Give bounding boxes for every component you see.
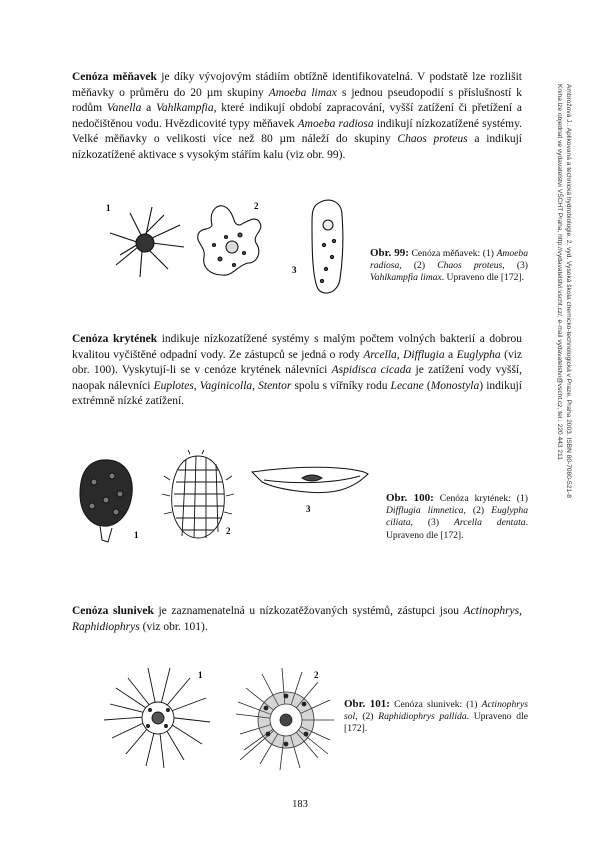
text: a xyxy=(444,348,457,361)
taxon-name: Aspidisca cicada xyxy=(331,364,412,377)
taxon-name: Amoeba radiosa xyxy=(297,117,374,130)
text: . Upraveno dle [172]. xyxy=(386,517,528,541)
text: (viz obr. 100). Vyskytují-li se v cenóze krytének nálevníci xyxy=(72,348,522,377)
text: je díky vývojovým stádiím obtížně identifikovatelná. V podstatě lze rozlišit měňavky o průměru do 20 µm skupiny xyxy=(72,71,522,99)
text: spolu s vířníky rodu xyxy=(291,379,391,392)
text: ) indikují extrémně nízké zatížení. xyxy=(72,379,522,408)
heading-krytenky: Cenóza krytének xyxy=(72,333,158,345)
amoeba-radiosa-drawing xyxy=(110,207,184,277)
text: s jednou pseudopodií s příslušností k rodům xyxy=(72,86,523,115)
text: indikují nízkozatížené systémy. Velké měňavky o velikosti více než 80 µm náleží do skupiny xyxy=(72,117,522,146)
text: , (3) xyxy=(502,260,528,272)
text: Cenóza slunivek: (1) xyxy=(389,699,482,710)
figure-101-number-1: 1 xyxy=(198,670,203,680)
heading-slunivky: Cenóza slunivek xyxy=(72,605,154,617)
taxon-name: Raphidiophrys pallida xyxy=(378,711,467,723)
figure-100-number-3: 3 xyxy=(306,504,311,514)
taxon-name: Actinophrys, Raphidiophrys xyxy=(72,605,522,633)
figure-100-caption xyxy=(386,492,528,542)
figure-99-number-3: 3 xyxy=(292,265,297,275)
taxon-name: Arcella, Difflugia xyxy=(363,348,445,361)
taxon-name: Euplotes, Vaginicolla, Stentor xyxy=(153,379,292,392)
taxon-name: Difflugia limnetica xyxy=(386,505,464,517)
taxon-name: Chaos proteus xyxy=(437,260,503,272)
paragraph-slunivky xyxy=(72,604,522,635)
difflugia-limnetica-drawing xyxy=(80,460,132,542)
text: . Upraveno dle [172]. xyxy=(344,711,528,735)
text: je zaznamenatelná u nízkozatěžovaných systémů, zástupci jsou xyxy=(153,605,464,617)
raphidiophrys-pallida-drawing xyxy=(236,668,334,770)
text: . Upraveno dle [172]. xyxy=(441,272,525,284)
text: , (2) xyxy=(463,505,492,517)
caption-lead: Obr. 99: xyxy=(370,247,409,259)
text: Cenóza krytének: (1) xyxy=(433,493,528,504)
text: indikuje nízkozatížené systémy s malým počtem volných bakterií a dobrou kvalitou vyčištěné odpadní vody. Ze zástupců se jedná o rody xyxy=(72,333,522,361)
text: Cenóza měňavek: (1) xyxy=(408,248,497,259)
figure-101-illustration xyxy=(90,664,340,774)
text: ( xyxy=(423,379,431,392)
heading-menavky: Cenóza měňavek xyxy=(72,71,157,83)
figure-99-caption xyxy=(370,247,528,285)
arcella-dentata-drawing xyxy=(252,467,368,492)
figure-99-number-1: 1 xyxy=(106,203,111,213)
chaos-proteus-drawing xyxy=(198,206,261,275)
taxon-name: Actinophrys sol xyxy=(344,699,528,723)
figure-101-number-2: 2 xyxy=(314,670,319,680)
text: je zatížení vody vyšší, naopak nálevníci xyxy=(72,364,523,392)
taxon-name: Amoeba radiosa xyxy=(370,248,528,272)
taxon-name: Vahlkampfia xyxy=(156,102,214,115)
caption-lead: Obr. 100: xyxy=(386,492,434,504)
taxon-name: Vanella xyxy=(106,102,142,115)
text: a xyxy=(141,102,157,115)
figure-99-number-2: 2 xyxy=(254,201,259,211)
figure-100-number-1: 1 xyxy=(134,530,139,540)
figure-99-illustration xyxy=(80,185,370,300)
vahlkampfia-limax-drawing xyxy=(312,200,343,293)
taxon-name: Amoeba limax xyxy=(268,86,337,99)
text: , které indikují období zapracování, vyšší zatížení či přetížení a nedočištěnou vodu. Hvězdicovité typy měňavek xyxy=(72,102,522,130)
paragraph-krytenky xyxy=(72,332,522,410)
taxon-name: Vahlkampfia limax xyxy=(370,272,442,284)
text: , (3) xyxy=(410,517,454,529)
taxon-name: Euglypha ciliata xyxy=(386,505,528,529)
actinophrys-sol-drawing xyxy=(104,668,210,768)
figure-100-number-2: 2 xyxy=(226,526,231,536)
side-citation-line-1: Ambrožová J.: Aplikovaná a technická hydrobiologie. 2. vyd. Vysoká škola chemicko-technologická v Praze, Praha 2003. ISBN 80-7080-521-8 xyxy=(565,84,572,498)
paragraph-menavky xyxy=(72,70,522,164)
side-citation-line-2: Kniha lze objednat ve vydavatelství VŠCHT Praha, http://vydavatelstvi.vscht.cz/, e-mail vydavatelstvi@vscht.cz, tel.: 220 443 211 xyxy=(556,84,564,460)
taxon-name: Chaos proteus xyxy=(397,133,468,146)
caption-lead: Obr. 101: xyxy=(344,698,390,710)
figure-100-illustration xyxy=(72,450,382,550)
figure-101-caption xyxy=(344,698,528,736)
taxon-name: Euglypha xyxy=(456,348,501,361)
text: , (2) xyxy=(399,260,438,272)
taxon-name: Monostyla xyxy=(430,379,480,392)
text: , (2) xyxy=(355,711,379,723)
page-number: 183 xyxy=(292,799,308,810)
taxon-name: Arcella dentata xyxy=(453,517,526,529)
text: (viz obr. 101). xyxy=(139,620,208,633)
taxon-name: Lecane xyxy=(390,379,424,392)
side-citation-note xyxy=(556,84,574,644)
euglypha-ciliata-drawing xyxy=(162,450,234,538)
text: a indikují nízkozatížené aktivace s vysokým stářím kalu (viz obr. 99). xyxy=(72,133,522,161)
